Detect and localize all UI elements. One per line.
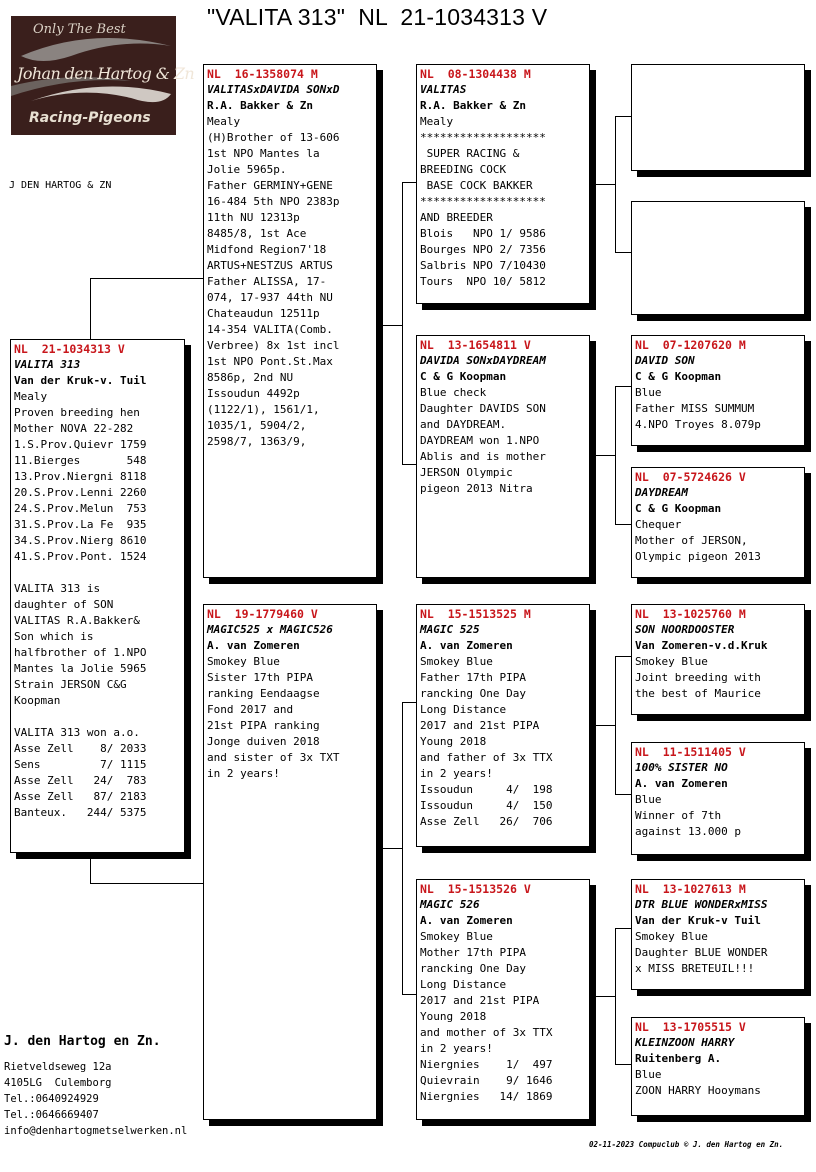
connector-line xyxy=(90,853,91,883)
info-line: Mealy xyxy=(14,390,48,403)
info-line: Joint breeding with xyxy=(635,671,761,684)
info-line: VALITA 313 won a.o. xyxy=(14,726,140,739)
breeder-name: A. van Zomeren xyxy=(635,777,728,790)
logo-subtitle: Racing-Pigeons xyxy=(29,110,151,126)
info-line: Smokey Blue xyxy=(635,930,708,943)
info-line: 1st NPO Pont.St.Max xyxy=(207,355,333,368)
connector-line xyxy=(615,386,632,387)
connector-line xyxy=(615,116,616,252)
info-line: DAYDREAM won 1.NPO xyxy=(420,434,540,447)
info-line: Proven breeding hen xyxy=(14,406,140,419)
info-line: Niergnies 1/ 497 xyxy=(420,1058,553,1071)
info-line: Salbris NPO 7/10430 xyxy=(420,259,546,272)
phone-2: Tel.:0646669407 xyxy=(4,1109,99,1121)
info-line: pigeon 2013 Nitra xyxy=(420,482,533,495)
info-line: 34.S.Prov.Nierg 8610 xyxy=(14,534,147,547)
info-line: 21st PIPA ranking xyxy=(207,719,320,732)
info-line: Mealy xyxy=(207,115,241,128)
info-line: Quievrain 9/ 1646 xyxy=(420,1074,553,1087)
info-line: VALITA 313 is xyxy=(14,582,101,595)
pigeon-card-mf-father xyxy=(631,604,805,715)
info-line: ranking Eendaagse xyxy=(207,687,320,700)
info-line: the best of Maurice xyxy=(635,687,761,700)
info-line: Asse Zell 8/ 2033 xyxy=(14,742,147,755)
info-line: Father MISS SUMMUM xyxy=(635,402,755,415)
info-line: 41.S.Prov.Pont. 1524 xyxy=(14,550,147,563)
breeder-name: R.A. Bakker & Zn xyxy=(207,99,313,112)
info-line: Olympic pigeon 2013 xyxy=(635,550,761,563)
info-line: (H)Brother of 13-606 xyxy=(207,131,340,144)
info-line: in 2 years! xyxy=(420,1042,493,1055)
connector-line xyxy=(376,325,402,326)
connector-line xyxy=(402,182,417,183)
ring-number: NL 13-1027613 M xyxy=(635,882,746,896)
logo-slogan: Only The Best xyxy=(33,22,126,37)
connector-line xyxy=(615,794,632,795)
info-line: AND BREEDER xyxy=(420,211,493,224)
info-line: 4.NPO Troyes 8.079p xyxy=(635,418,761,431)
connector-line xyxy=(402,702,417,703)
connector-line xyxy=(615,928,632,929)
info-line: Fond 2017 and xyxy=(207,703,294,716)
info-line: 11th NU 12313p xyxy=(207,211,300,224)
info-line: Smokey Blue xyxy=(635,655,708,668)
breeder-name: A. van Zomeren xyxy=(420,639,513,652)
breeder-name: R.A. Bakker & Zn xyxy=(420,99,526,112)
pigeon-card-father xyxy=(203,64,377,578)
info-line: 31.S.Prov.La Fe 935 xyxy=(14,518,147,531)
info-line: 13.Prov.Niergni 8118 xyxy=(14,470,147,483)
info-line: Chateaudun 12511p xyxy=(207,307,320,320)
breeder-logo xyxy=(11,16,195,135)
info-line: 074, 17-937 44th NU xyxy=(207,291,333,304)
breeder-name: C & G Koopman xyxy=(635,502,722,515)
connector-line xyxy=(615,656,616,794)
connector-line xyxy=(615,252,632,253)
breeder-name: A. van Zomeren xyxy=(207,639,300,652)
breeder-name: A. van Zomeren xyxy=(420,914,513,927)
info-line: Blois NPO 1/ 9586 xyxy=(420,227,546,240)
connector-line xyxy=(615,524,632,525)
pigeon-name: DTR BLUE WONDERxMISS xyxy=(635,898,768,911)
info-line: 2017 and 21st PIPA xyxy=(420,719,540,732)
info-line: 8586p, 2nd NU xyxy=(207,371,294,384)
ring-number: NL 21-1034313 V xyxy=(14,342,125,356)
connector-line xyxy=(589,455,615,456)
info-line xyxy=(14,709,181,725)
info-line: Long Distance xyxy=(420,978,507,991)
info-line: Mother NOVA 22-282 xyxy=(14,422,134,435)
connector-line xyxy=(402,182,403,464)
info-line: Asse Zell 87/ 2183 xyxy=(14,790,147,803)
info-line: Tours NPO 10/ 5812 xyxy=(420,275,546,288)
phone-1: Tel.:0640924929 xyxy=(4,1093,99,1105)
pigeon-name: VALITA 313 xyxy=(14,358,81,371)
info-line: Blue xyxy=(635,1068,662,1081)
pigeon-card-fm-mother xyxy=(631,467,805,578)
info-line: (1122/1), 1561/1, xyxy=(207,403,320,416)
info-line: 2017 and 21st PIPA xyxy=(420,994,540,1007)
connector-line xyxy=(402,702,403,994)
pigeon-card-father-father xyxy=(416,64,590,304)
info-line: 1.S.Prov.Quievr 1759 xyxy=(14,438,147,451)
info-line: Long Distance xyxy=(420,703,507,716)
ring-number: NL 19-1779460 V xyxy=(207,607,318,621)
info-line: 2598/7, 1363/9, xyxy=(207,435,307,448)
connector-line xyxy=(615,928,616,1064)
info-line: Koopman xyxy=(14,694,61,707)
info-line: ******************* xyxy=(420,131,546,144)
connector-line xyxy=(615,116,632,117)
connector-line xyxy=(90,883,204,884)
pigeon-name: KLEINZOON HARRY xyxy=(635,1036,735,1049)
info-line: Winner of 7th xyxy=(635,809,722,822)
info-line: ******************* xyxy=(420,195,546,208)
pigeon-card-empty xyxy=(631,201,805,315)
info-line: ARTUS+NESTZUS ARTUS xyxy=(207,259,333,272)
info-line: Issoudun 4/ 198 xyxy=(420,783,553,796)
ring-number: NL 15-1513526 V xyxy=(420,882,531,896)
connector-line xyxy=(90,278,91,340)
info-line: Blue xyxy=(635,793,662,806)
info-line: JERSON Olympic xyxy=(420,466,513,479)
info-line: Midfond Region7'18 xyxy=(207,243,327,256)
ring-number: NL 07-5724626 V xyxy=(635,470,746,484)
info-line: SUPER RACING & xyxy=(420,147,520,160)
breeder-name: Ruitenberg A. xyxy=(635,1052,722,1065)
ring-number: NL 15-1513525 M xyxy=(420,607,531,621)
ring-number: NL 13-1654811 V xyxy=(420,338,531,352)
info-line: ZOON HARRY Hooymans xyxy=(635,1084,761,1097)
city-line: 4105LG Culemborg xyxy=(4,1077,112,1089)
pigeon-card-mother xyxy=(203,604,377,1120)
pigeon-card-mm-father xyxy=(631,879,805,990)
pigeon-name: DAYDREAM xyxy=(635,486,688,499)
info-line: daughter of SON xyxy=(14,598,114,611)
print-stamp: 02-11-2023 Compuclub © J. den Hartog en Zn. xyxy=(589,1140,784,1149)
info-line: in 2 years! xyxy=(420,767,493,780)
connector-line xyxy=(615,656,632,657)
contact-block xyxy=(4,1059,187,1139)
info-line: Jolie 5965p. xyxy=(207,163,287,176)
info-line: and father of 3x TTX xyxy=(420,751,553,764)
info-line: Jonge duiven 2018 xyxy=(207,735,320,748)
pigeon-card-empty xyxy=(631,64,805,171)
pigeon-name: SON NOORDOOSTER xyxy=(635,623,735,636)
info-line: Issoudun 4492p xyxy=(207,387,300,400)
info-line: BREEDING COCK xyxy=(420,163,507,176)
info-line: Daughter BLUE WONDER xyxy=(635,946,768,959)
breeder-name: Van Zomeren-v.d.Kruk xyxy=(635,639,768,652)
connector-line xyxy=(615,1064,632,1065)
ring-number: NL 16-1358074 M xyxy=(207,67,318,81)
pigeon-card-fm-father xyxy=(631,335,805,446)
info-line: x MISS BRETEUIL!!! xyxy=(635,962,755,975)
info-line: Smokey Blue xyxy=(207,655,280,668)
ring-number: NL 08-1304438 M xyxy=(420,67,531,81)
info-line: Strain JERSON C&G xyxy=(14,678,127,691)
info-line: BASE COCK BAKKER xyxy=(420,179,533,192)
pigeon-card-mf-mother xyxy=(631,742,805,855)
pigeon-name: MAGIC 526 xyxy=(420,898,480,911)
info-line: Father ALISSA, 17- xyxy=(207,275,327,288)
info-line: and DAYDREAM. xyxy=(420,418,507,431)
breeder-name: J. den Hartog en Zn. xyxy=(4,1034,161,1049)
info-line: VALITAS R.A.Bakker& xyxy=(14,614,140,627)
info-line: Daughter DAVIDS SON xyxy=(420,402,546,415)
info-line xyxy=(14,565,181,581)
info-line: Chequer xyxy=(635,518,682,531)
connector-line xyxy=(589,184,615,185)
info-line: rancking One Day xyxy=(420,687,526,700)
breeder-name: C & G Koopman xyxy=(635,370,722,383)
connector-line xyxy=(589,996,615,997)
connector-line xyxy=(402,464,417,465)
info-line: Asse Zell 26/ 706 xyxy=(420,815,553,828)
connector-line xyxy=(589,725,615,726)
connector-line xyxy=(402,994,417,995)
info-line: Smokey Blue xyxy=(420,655,493,668)
email-link[interactable]: info@denhartogmetselwerken.nl xyxy=(4,1125,188,1137)
info-line: Son which is xyxy=(14,630,94,643)
pigeon-card-mm-mother xyxy=(631,1017,805,1116)
ring-number: NL 11-1511405 V xyxy=(635,745,746,759)
info-line: Banteux. 244/ 5375 xyxy=(14,806,147,819)
info-line: Ablis and is mother xyxy=(420,450,546,463)
breeder-name: Van der Kruk-v. Tuil xyxy=(14,374,147,387)
info-line: Father GERMINY+GENE xyxy=(207,179,333,192)
info-line: Bourges NPO 2/ 7356 xyxy=(420,243,546,256)
info-line: Young 2018 xyxy=(420,1010,487,1023)
connector-line xyxy=(615,386,616,524)
pigeon-card-father-mother xyxy=(416,335,590,578)
pigeon-name: MAGIC 525 xyxy=(420,623,480,636)
pigeon-name: VALITAS xyxy=(420,83,467,96)
info-line: Blue check xyxy=(420,386,487,399)
info-line: rancking One Day xyxy=(420,962,526,975)
info-line: Verbree) 8x 1st incl xyxy=(207,339,340,352)
info-line: Smokey Blue xyxy=(420,930,493,943)
ring-number: NL 13-1705515 V xyxy=(635,1020,746,1034)
info-line: in 2 years! xyxy=(207,767,280,780)
pigeon-name: DAVIDA SONxDAYDREAM xyxy=(420,354,546,367)
pigeon-card-mother-father xyxy=(416,604,590,847)
info-line: 20.S.Prov.Lenni 2260 xyxy=(14,486,147,499)
info-line: against 13.000 p xyxy=(635,825,741,838)
info-line: 1035/1, 5904/2, xyxy=(207,419,307,432)
info-line: Mother of JERSON, xyxy=(635,534,748,547)
info-line: and sister of 3x TXT xyxy=(207,751,340,764)
ring-number: NL 07-1207620 M xyxy=(635,338,746,352)
ring-number: NL 13-1025760 M xyxy=(635,607,746,621)
info-line: Mealy xyxy=(420,115,454,128)
pigeon-card-mother-mother xyxy=(416,879,590,1120)
info-line: Mantes la Jolie 5965 xyxy=(14,662,147,675)
connector-line xyxy=(376,848,402,849)
breeder-name: C & G Koopman xyxy=(420,370,507,383)
page-title: "VALITA 313" NL 21-1034313 V xyxy=(207,4,548,30)
info-line: Mother 17th PIPA xyxy=(420,946,526,959)
info-line: 14-354 VALITA(Comb. xyxy=(207,323,333,336)
info-line: 16-484 5th NPO 2383p xyxy=(207,195,340,208)
info-line: Sens 7/ 1115 xyxy=(14,758,147,771)
pigeon-name: VALITASxDAVIDA SONxD xyxy=(207,83,340,96)
address-line: Rietveldseweg 12a xyxy=(4,1061,112,1073)
info-line: 8485/8, 1st Ace xyxy=(207,227,307,240)
info-line: 11.Bierges 548 xyxy=(14,454,147,467)
pigeon-name: 100% SISTER NO xyxy=(635,761,728,774)
info-line: halfbrother of 1.NPO xyxy=(14,646,147,659)
connector-line xyxy=(90,278,204,279)
pigeon-name: DAVID SON xyxy=(635,354,695,367)
info-line: Issoudun 4/ 150 xyxy=(420,799,553,812)
info-line: and mother of 3x TTX xyxy=(420,1026,553,1039)
info-line: Young 2018 xyxy=(420,735,487,748)
info-line: Asse Zell 24/ 783 xyxy=(14,774,147,787)
info-line: Niergnies 14/ 1869 xyxy=(420,1090,553,1103)
pigeon-name: MAGIC525 x MAGIC526 xyxy=(207,623,333,636)
owner-label: J DEN HARTOG & ZN xyxy=(9,180,112,191)
breeder-name: Van der Kruk-v Tuil xyxy=(635,914,761,927)
info-line: Sister 17th PIPA xyxy=(207,671,313,684)
info-line: Father 17th PIPA xyxy=(420,671,526,684)
info-line: 24.S.Prov.Melun 753 xyxy=(14,502,147,515)
info-line: 1st NPO Mantes la xyxy=(207,147,320,160)
pigeon-card-subject xyxy=(10,339,185,853)
info-line: Blue xyxy=(635,386,662,399)
logo-name: Johan den Hartog & Zn xyxy=(17,64,195,83)
